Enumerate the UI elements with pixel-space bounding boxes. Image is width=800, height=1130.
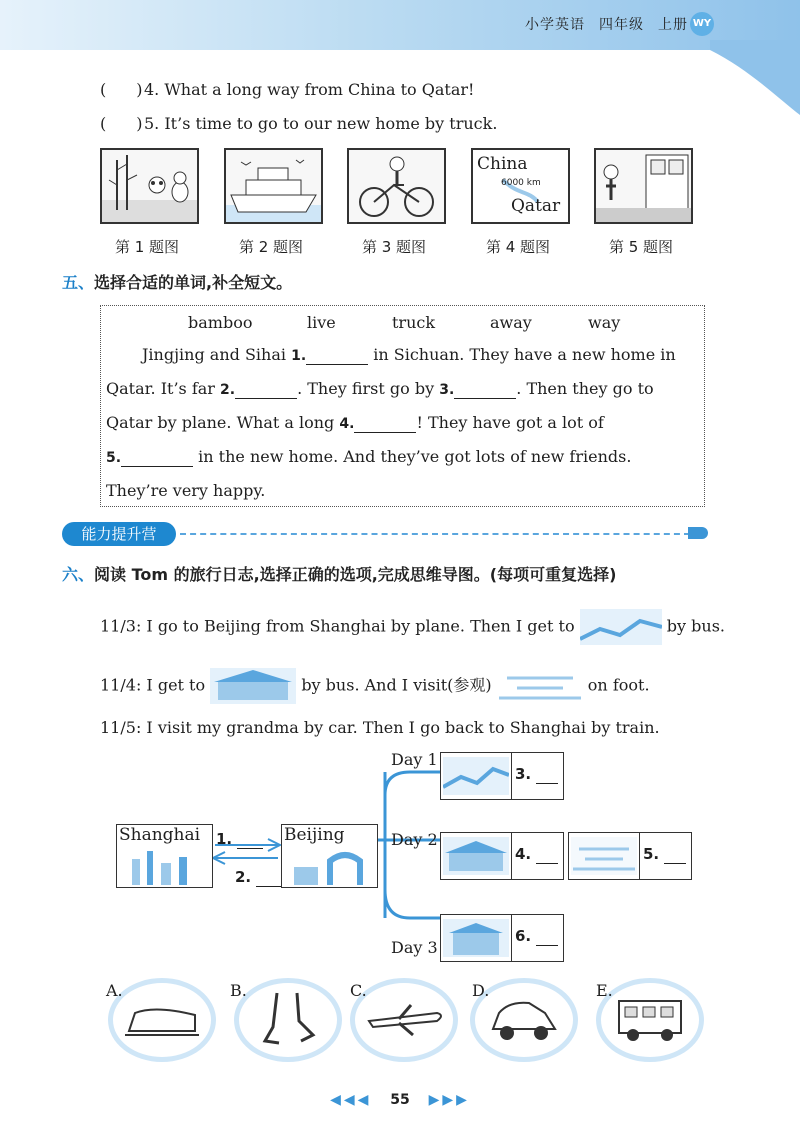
great-wall-icon <box>580 609 662 645</box>
dashed-divider <box>180 533 690 535</box>
figure-4-caption: 第 4 题图 <box>485 238 551 256</box>
figure-2-ship <box>224 148 323 224</box>
map-label-china: China <box>477 154 528 174</box>
word-bank-box <box>100 305 705 507</box>
diary-entry-1: 11/3: I go to Beijing from Shanghai by plane. Then I get to by bus. <box>100 609 725 645</box>
item-number: 4. <box>144 80 160 99</box>
ability-tag: 能力提升营 <box>62 522 176 546</box>
girl-riding-bike-illustration <box>349 150 444 222</box>
prev-arrows-icon: ◀◀◀ <box>330 1092 372 1108</box>
mindmap-blank-3[interactable]: 3. <box>515 765 558 784</box>
day-2-node-a <box>440 832 564 880</box>
publisher-badge: WY <box>690 12 714 36</box>
item-text: What a long way from China to Qatar! <box>164 80 475 99</box>
item-text: It’s time to go to our new home by truck. <box>164 114 498 133</box>
book-grade: 四年级 <box>599 17 644 33</box>
shanghai-node <box>116 824 213 888</box>
option-e-letter: E. <box>596 981 613 1000</box>
passage-line-3: Qatar by plane. What a long 4. ! They have got a lot of <box>106 413 604 432</box>
word-truck: truck <box>392 313 436 332</box>
blank-3[interactable] <box>454 379 516 399</box>
figure-3-bike <box>347 148 446 224</box>
girl-and-bus-illustration <box>596 150 691 222</box>
car-icon <box>489 995 559 1043</box>
option-a-letter: A. <box>106 981 123 1000</box>
blank-5[interactable] <box>121 447 193 467</box>
day-3-label: Day 3 <box>391 938 438 957</box>
figure-2-caption: 第 2 题图 <box>238 238 304 256</box>
mindmap-blank-2[interactable]: 2. <box>235 868 282 887</box>
answer-paren[interactable]: ( ) <box>100 114 143 133</box>
blank-1[interactable] <box>306 345 368 365</box>
day-1-node <box>440 752 564 800</box>
beijing-node <box>281 824 378 888</box>
passage-line-5: They’re very happy. <box>106 481 266 500</box>
ship-illustration <box>226 150 321 222</box>
option-c-letter: C. <box>350 981 367 1000</box>
passage-line-4: 5. in the new home. And they’ve got lots of new friends. <box>106 447 632 466</box>
word-bamboo: bamboo <box>188 313 253 332</box>
diary-entry-3: 11/5: I visit my grandma by car. Then I go back to Shanghai by train. <box>100 718 660 737</box>
day-3-node <box>440 914 564 962</box>
option-a[interactable] <box>108 978 216 1062</box>
mindmap-blank-6[interactable]: 6. <box>515 927 558 946</box>
panda-bamboo-illustration <box>102 150 197 222</box>
summer-palace-icon <box>497 668 583 704</box>
figure-5-caption: 第 5 题图 <box>608 238 674 256</box>
beijing-landmark-icon <box>290 849 374 885</box>
judge-item-5 <box>100 114 497 133</box>
bus-icon <box>615 995 685 1045</box>
section-number: 五、 <box>62 273 95 292</box>
passage-line-1: Jingjing and Sihai 1. in Sichuan. They have a new home in <box>142 345 676 364</box>
shanghai-skyline-icon <box>127 849 207 885</box>
book-volume: 上册 <box>658 17 688 33</box>
diary-entry-2: 11/4: I get to by bus. And I visit(参观) on foot. <box>100 668 650 704</box>
grandma-house-icon <box>443 919 509 957</box>
next-arrows-icon: ▶▶▶ <box>428 1092 470 1108</box>
beijing-label: Beijing <box>284 825 345 845</box>
summer-palace-icon <box>571 837 637 875</box>
day-1-label: Day 1 <box>391 750 438 769</box>
mindmap-blank-5[interactable]: 5. <box>643 845 686 864</box>
word-away: away <box>490 313 532 332</box>
blank-number: 1. <box>291 348 307 364</box>
train-icon <box>125 1001 199 1039</box>
figure-1-caption: 第 1 题图 <box>114 238 180 256</box>
word-way: way <box>588 313 621 332</box>
judge-item-4 <box>100 80 474 99</box>
plane-icon <box>365 1003 445 1037</box>
blank-4[interactable] <box>354 413 416 433</box>
section-5-title: 五、选择合适的单词,补全短文。 <box>62 273 293 292</box>
day-2-label: Day 2 <box>391 830 438 849</box>
word-live: live <box>307 313 336 332</box>
shanghai-label: Shanghai <box>119 825 201 845</box>
option-b[interactable] <box>234 978 342 1062</box>
figure-1-panda-bamboo <box>100 148 199 224</box>
map-label-distance: 6000 km <box>501 178 541 188</box>
answer-paren[interactable]: ( ) <box>100 80 143 99</box>
figure-5-girl-bus <box>594 148 693 224</box>
pencil-icon <box>688 527 708 539</box>
mindmap-blank-1[interactable]: 1. <box>216 830 263 849</box>
tiananmen-icon <box>210 668 296 704</box>
section-6-title: 六、阅读 Tom 的旅行日志,选择正确的选项,完成思维导图。(每项可重复选择) <box>62 565 617 584</box>
book-subject: 小学英语 <box>525 17 585 33</box>
mindmap-blank-4[interactable]: 4. <box>515 845 558 864</box>
page-number: 55 <box>390 1092 410 1108</box>
option-b-letter: B. <box>230 981 247 1000</box>
book-info <box>511 14 688 34</box>
option-d-letter: D. <box>472 981 490 1000</box>
figure-3-caption: 第 3 题图 <box>361 238 427 256</box>
map-label-qatar: Qatar <box>511 196 561 216</box>
walking-feet-icon <box>257 991 319 1049</box>
blank-2[interactable] <box>235 379 297 399</box>
day-2-node-b <box>568 832 692 880</box>
passage-line-2: Qatar. It’s far 2. . They first go by 3. . Then they go to <box>106 379 654 398</box>
tiananmen-icon <box>443 837 509 875</box>
figure-4-map <box>471 148 570 224</box>
page-footer <box>0 1092 800 1108</box>
great-wall-icon <box>443 757 509 795</box>
item-number: 5. <box>144 114 160 133</box>
header-wave-decoration <box>710 40 800 115</box>
